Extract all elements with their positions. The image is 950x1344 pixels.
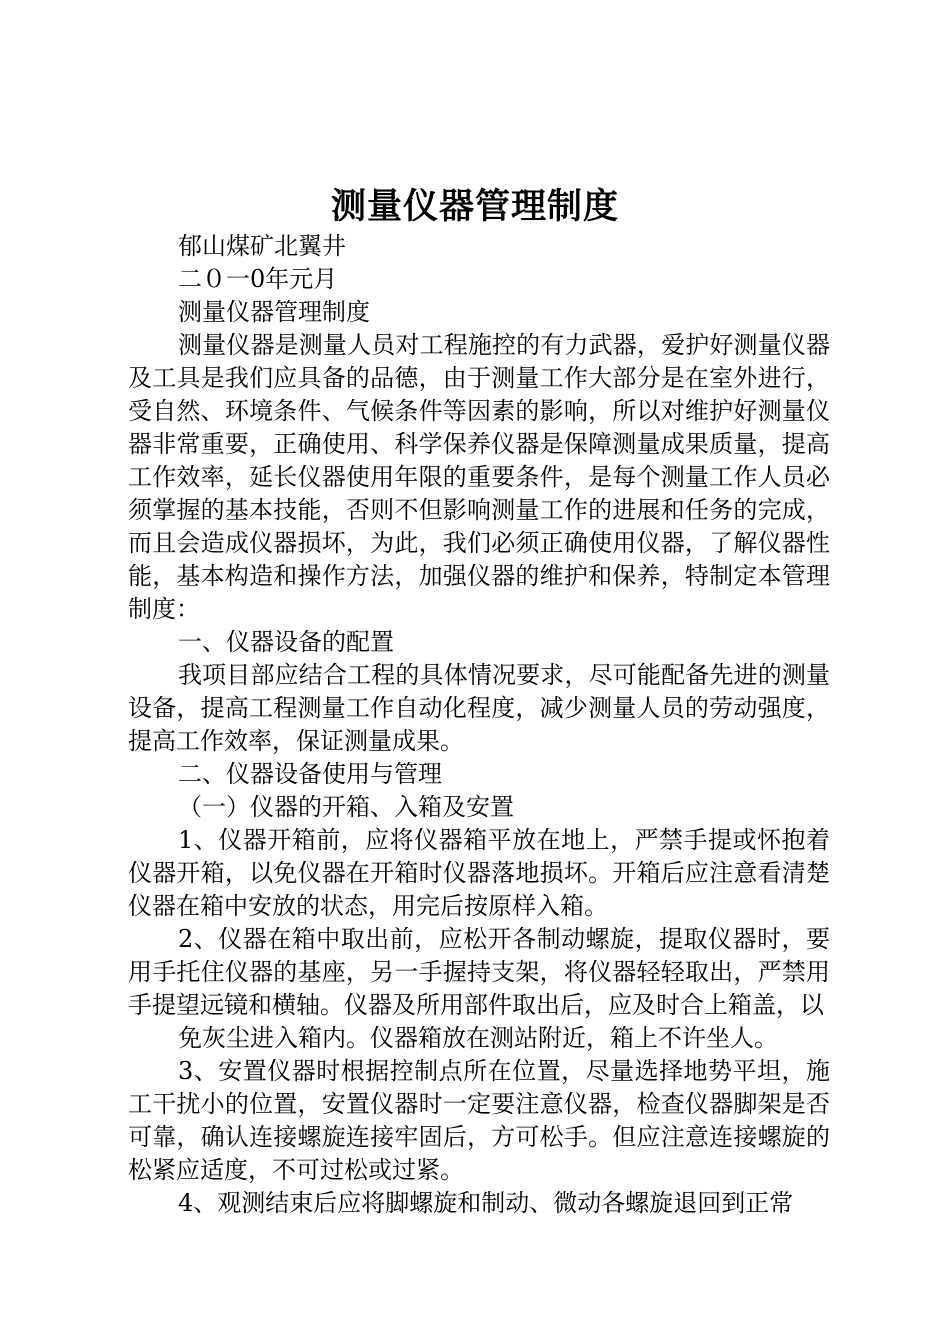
subsection-heading-1: （一）仪器的开箱、入箱及安置 bbox=[178, 793, 514, 821]
item-2-paragraph: 2、仪器在箱中取出前，应松开各制动螺旋，提取仪器时，要用手托住仪器的基座，另一手握持支架，将仪器轻轻取出，严禁用手提望远镜和横轴。仪器及所用部件取出后，应及时合上箱盖，以 bbox=[128, 925, 830, 1019]
intro-paragraph: 测量仪器是测量人员对工程施控的有力武器，爱护好测量仪器及工具是我们应具备的品德，由于测量工作大部分是在室外进行，受自然、环境条件、气候条件等因素的影响，所以对维护好测量仪器非常重要，正确使用、科学保养仪器是保障测量成果质量，提高工作效率，延长仪器使用年限的重要条件，是每个测量工作人员必须掌握的基本技能，否则不但影响测量工作的进展和任务的完成，而且会造成仪器损坏，为此，我们必须正确使用仪器，了解仪器性能，基本构造和操作方法，加强仪器的维护和保养，特制定本管理制度： bbox=[128, 331, 830, 623]
item-2-continued-paragraph: 免灰尘进入箱内。仪器箱放在测站附近，箱上不许坐人。 bbox=[178, 1024, 778, 1052]
item-4-paragraph: 4、观测结束后应将脚螺旋和制动、微动各螺旋退回到正常 bbox=[178, 1189, 794, 1217]
section-heading-2: 二、仪器设备使用与管理 bbox=[178, 760, 442, 788]
subtitle-paragraph: 测量仪器管理制度 bbox=[178, 298, 370, 326]
item-3-paragraph: 3、安置仪器时根据控制点所在位置，尽量选择地势平坦，施工干扰小的位置，安置仪器时一定要注意仪器，检查仪器脚架是否可靠，确认连接螺旋连接牢固后，方可松手。但应注意连接螺旋的松紧应适度，不可过松或过紧。 bbox=[128, 1057, 830, 1184]
org-name-paragraph: 郁山煤矿北翼井 bbox=[178, 232, 346, 260]
section-heading-1: 一、仪器设备的配置 bbox=[178, 628, 394, 656]
document-title: 测量仪器管理制度 bbox=[330, 186, 619, 227]
document-body bbox=[128, 230, 830, 1220]
section-1-paragraph: 我项目部应结合工程的具体情况要求，尽可能配备先进的测量设备，提高工程测量工作自动化程度，减少测量人员的劳动强度，提高工作效率，保证测量成果。 bbox=[128, 661, 830, 755]
date-paragraph: 二０一0年元月 bbox=[178, 265, 338, 293]
item-1-paragraph: 1、仪器开箱前，应将仪器箱平放在地上，严禁手提或怀抱着仪器开箱，以免仪器在开箱时仪器落地损坏。开箱后应注意看清楚仪器在箱中安放的状态，用完后按原样入箱。 bbox=[128, 826, 830, 920]
